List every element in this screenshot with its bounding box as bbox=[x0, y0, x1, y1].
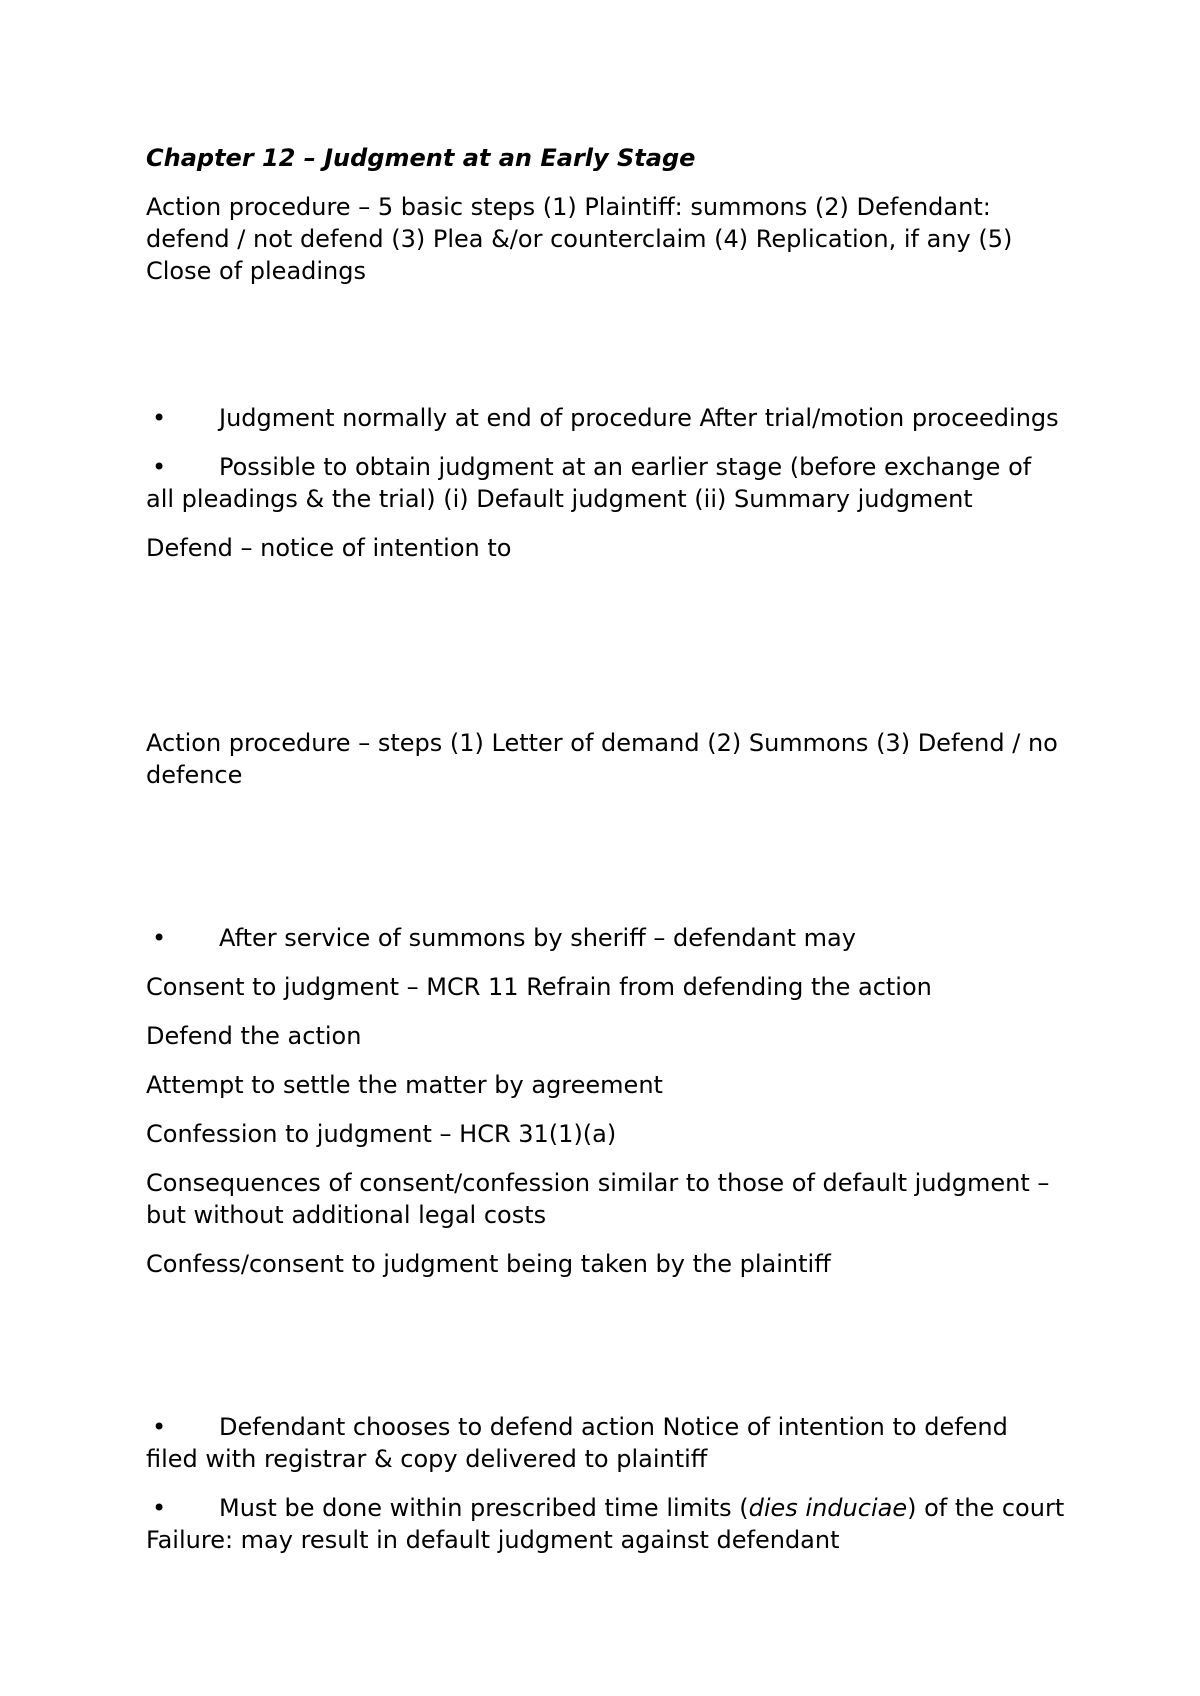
line-attempt-to-settle: Attempt to settle the matter by agreement bbox=[146, 1071, 663, 1099]
line-defend-the-action: Defend the action bbox=[146, 1022, 362, 1050]
bullet-marker: • bbox=[152, 453, 167, 481]
spacer bbox=[146, 1297, 1066, 1411]
bullet-text-after: ) of the court Failure: may result in default judgment against defendant bbox=[146, 1494, 1065, 1554]
line-consent-to-judgment: Consent to judgment – MCR 11 Refrain from defending the action bbox=[146, 973, 932, 1001]
paragraph-action-procedure-steps: Action procedure – steps (1) Letter of demand (2) Summons (3) Defend / no defence bbox=[146, 729, 1058, 789]
line-consequences: Consequences of consent/confession similar to those of default judgment – but without additional legal costs bbox=[146, 1169, 1050, 1229]
bullet-text: After service of summons by sheriff – defendant may bbox=[219, 924, 856, 952]
line-confession-to-judgment: Confession to judgment – HCR 31(1)(a) bbox=[146, 1120, 617, 1148]
line-confess-consent: Confess/consent to judgment being taken by the plaintiff bbox=[146, 1250, 831, 1278]
paragraph-defend-notice: Defend – notice of intention to bbox=[146, 534, 512, 562]
paragraph-action-procedure-basic: Action procedure – 5 basic steps (1) Plaintiff: summons (2) Defendant: defend / not defend (3) Plea &/or counterclaim (4) Replication, if any (5) Close of pleadings bbox=[146, 193, 1013, 285]
bullet-marker: • bbox=[152, 404, 167, 432]
bullet-item-1 bbox=[146, 402, 1066, 434]
bullet-marker: • bbox=[152, 1494, 167, 1522]
bullet-item-3 bbox=[146, 922, 1066, 954]
bullet-marker: • bbox=[152, 1413, 167, 1441]
chapter-title: Chapter 12 – Judgment at an Early Stage bbox=[146, 144, 696, 172]
spacer bbox=[146, 808, 1066, 922]
spacer bbox=[146, 581, 1066, 727]
spacer bbox=[146, 304, 1066, 402]
bullet-item-2 bbox=[146, 451, 1066, 515]
document-page bbox=[146, 142, 1066, 1573]
bullet-text: Defendant chooses to defend action Notice of intention to defend filed with registrar & copy delivered to plaintiff bbox=[146, 1413, 1008, 1473]
bullet-item-4 bbox=[146, 1411, 1066, 1475]
bullet-text: Judgment normally at end of procedure After trial/motion proceedings bbox=[219, 404, 1059, 432]
bullet-text: Possible to obtain judgment at an earlier stage (before exchange of all pleadings & the trial) (i) Default judgment (ii) Summary judgment bbox=[146, 453, 1032, 513]
bullet-text-italic: dies induciae bbox=[748, 1494, 908, 1522]
bullet-item-5 bbox=[146, 1492, 1066, 1556]
bullet-text-before: Must be done within prescribed time limits ( bbox=[219, 1494, 749, 1522]
bullet-marker: • bbox=[152, 924, 167, 952]
